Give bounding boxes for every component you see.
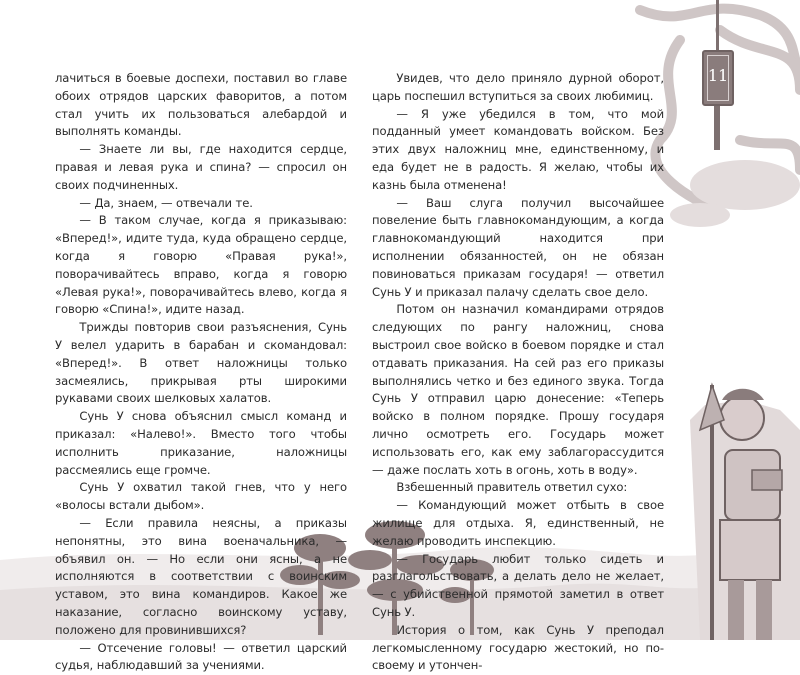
paragraph: лачиться в боевые доспехи, поставил во главе обоих отрядов царских фаворитов, а потом стал учить их пользоваться алебардой и выполнять команды.	[55, 70, 347, 141]
paragraph: — Ваш слуга получил высочайшее повеление быть главнокомандующим, а когда главнокомандующий находится при исполнении обязанностей, он не обязан повиноваться приказам государя! — ответил Сунь У и приказал палачу сделать свое дело.	[372, 195, 664, 302]
paragraph: Сунь У снова объяснил смысл команд и приказал: «Налево!». Вместо того чтобы исполнить приказание, наложницы рассмеялись еще громче.	[55, 408, 347, 479]
paragraph: Потом он назначил командирами отрядов следующих по рангу наложниц, снова выстроил свое войско в боевом порядке и стал отдавать приказания. На сей раз его приказы выполнялись четко и без единого звука. Тогда Сунь У отправил царю донесение: «Теперь войско в полном порядке. Прошу государя лично осмотреть его. Государь может использовать его, как ему заблагорассудится — даже послать хоть в огонь, хоть в воду».	[372, 301, 664, 479]
paragraph: Сунь У охватил такой гнев, что у него «волосы встали дыбом».	[55, 479, 347, 515]
paragraph: — Государь любит только сидеть и разглагольствовать, а делать дело не желает, — с убийственной прямотой заметил в ответ Сунь У.	[372, 551, 664, 622]
paragraph: — Я уже убедился в том, что мой подданный умеет командовать войском. Без этих двух наложниц мне, единственному, и еда будет не в радость. Я желаю, чтобы их казнь была отменена!	[372, 106, 664, 195]
paragraph: — В таком случае, когда я приказываю: «Вперед!», идите туда, куда обращено сердце, когда я говорю «Правая рука!», поворачивайтесь вправо, когда я говорю «Левая рука!», поворачивайтесь влево, когда я говорю «Спина!», идите назад.	[55, 212, 347, 319]
page-number: 11	[704, 66, 732, 85]
paragraph: Увидев, что дело приняло дурной оборот, царь поспешил вступиться за своих любимиц.	[372, 70, 664, 106]
left-text-column	[55, 70, 347, 675]
paragraph: — Отсечение головы! — ответил царский судья, наблюдавший за учениями.	[55, 640, 347, 675]
paragraph: — Знаете ли вы, где находится сердце, правая и левая рука и спина? — спросил он своих подчиненных.	[55, 141, 347, 194]
paragraph: — Командующий может отбыть в свое жилище для отдыха. Я, единственный, не желаю проводить инспекцию.	[372, 497, 664, 550]
paragraph: — Да, знаем, — отвечали те.	[55, 195, 347, 213]
paragraph: Трижды повторив свои разъяснения, Сунь У велел ударить в барабан и скомандовал: «Вперед!». В ответ наложницы только засмеялись, прикрывая рты широкими рукавами своих шелковых халатов.	[55, 319, 347, 408]
paragraph: История о том, как Сунь У преподал легкомысленному государю жестокий, но по-своему и утончен-	[372, 622, 664, 675]
right-text-column	[372, 70, 664, 675]
paragraph: — Если правила неясны, а приказы непонятны, это вина военачальника, — объявил он. — Но если они ясны, а не исполняются в соответствии с воинским уставом, это вина командиров. Какое же наказание, согласно воинскому уставу, положено для провинившихся?	[55, 515, 347, 640]
paragraph: Взбешенный правитель ответил сухо:	[372, 479, 664, 497]
